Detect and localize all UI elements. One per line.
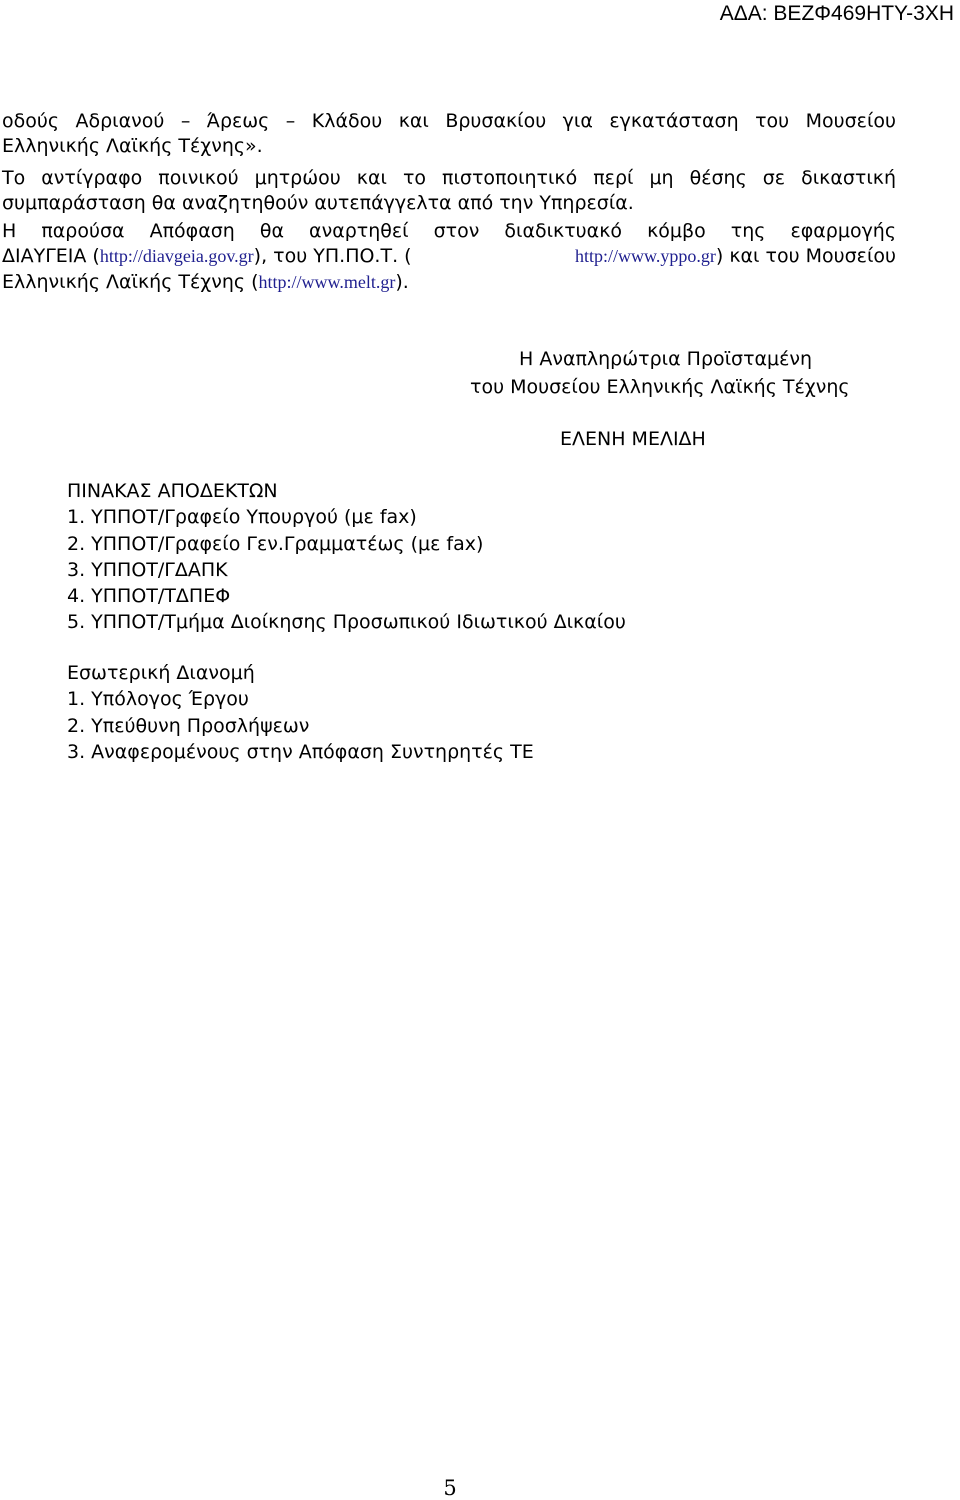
text-segment: ΔΙΑΥΓΕΙΑ (: [2, 245, 100, 268]
list-item: 2. ΥΠΠΟΤ/Γραφείο Γεν.Γραμματέως (με fax): [67, 532, 484, 555]
signatory-name: ΕΛΕΝΗ ΜΕΛΙΔΗ: [560, 428, 706, 450]
text-segment: ) και του Μουσείου: [715, 245, 896, 268]
internal-distribution-list: [67, 660, 534, 765]
text-segment: ), του ΥΠ.ΠΟ.Τ. (: [253, 245, 412, 268]
paragraph-line: Ελληνικής Λαϊκής Τέχνης».: [2, 135, 263, 158]
paragraph-line: [2, 244, 896, 269]
melt-link[interactable]: http://www.melt.gr: [258, 271, 396, 292]
signature-title-line1: Η Αναπληρώτρια Προϊσταμένη: [519, 348, 813, 370]
list-item: 4. ΥΠΠΟΤ/ΤΔΠΕΦ: [67, 585, 231, 608]
text-segment: [575, 244, 896, 269]
text-segment: [2, 244, 412, 269]
paragraph-line: Η παρούσα Απόφαση θα αναρτηθεί στον διαδικτυακό κόμβο της εφαρμογής: [2, 220, 896, 242]
paragraph-criminal-record: [2, 166, 896, 217]
text-segment: ).: [395, 270, 409, 293]
list-item: 1. ΥΠΠΟΤ/Γραφείο Υπουργού (με fax): [67, 506, 417, 529]
paragraph-line: Το αντίγραφο ποινικού μητρώου και το πιστοποιητικό περί μη θέσης σε δικαστική: [2, 167, 896, 189]
page-number: 5: [443, 1476, 457, 1500]
list-item: 5. ΥΠΠΟΤ/Τμήμα Διοίκησης Προσωπικού Ιδιωτικού Δικαίου: [67, 611, 626, 634]
paragraph-line: συμπαράσταση θα αναζητηθούν αυτεπάγγελτα από την Υπηρεσία.: [2, 192, 634, 215]
text-segment: Ελληνικής Λαϊκής Τέχνης (: [2, 270, 259, 293]
paragraph-publication: [2, 219, 896, 295]
signature-title-line2: του Μουσείου Ελληνικής Λαϊκής Τέχνης: [470, 376, 850, 398]
list-item: 2. Υπεύθυνη Προσλήψεων: [67, 714, 310, 737]
ada-code: ΑΔΑ: ΒΕΖΦ469ΗΤΥ-3ΧΗ: [719, 2, 954, 25]
yppo-link[interactable]: http://www.yppo.gr: [575, 246, 716, 267]
recipients-list: [67, 478, 626, 636]
paragraph-address: [2, 109, 896, 160]
list-item: 3. Αναφερομένους στην Απόφαση Συντηρητές ΤΕ: [67, 740, 534, 763]
list-item: 1. Υπόλογος Έργου: [67, 688, 249, 711]
paragraph-line: οδούς Αδριανού – Άρεως – Κλάδου και Βρυσακίου για εγκατάσταση του Μουσείου: [2, 110, 896, 132]
recipients-heading: ΠΙΝΑΚΑΣ ΑΠΟΔΕΚΤΩΝ: [67, 480, 278, 502]
paragraph-line: [2, 270, 896, 295]
list-item: 3. ΥΠΠΟΤ/ΓΔΑΠΚ: [67, 558, 228, 581]
internal-heading: Εσωτερική Διανομή: [67, 662, 255, 684]
diavgeia-link[interactable]: http://diavgeia.gov.gr: [99, 246, 254, 267]
